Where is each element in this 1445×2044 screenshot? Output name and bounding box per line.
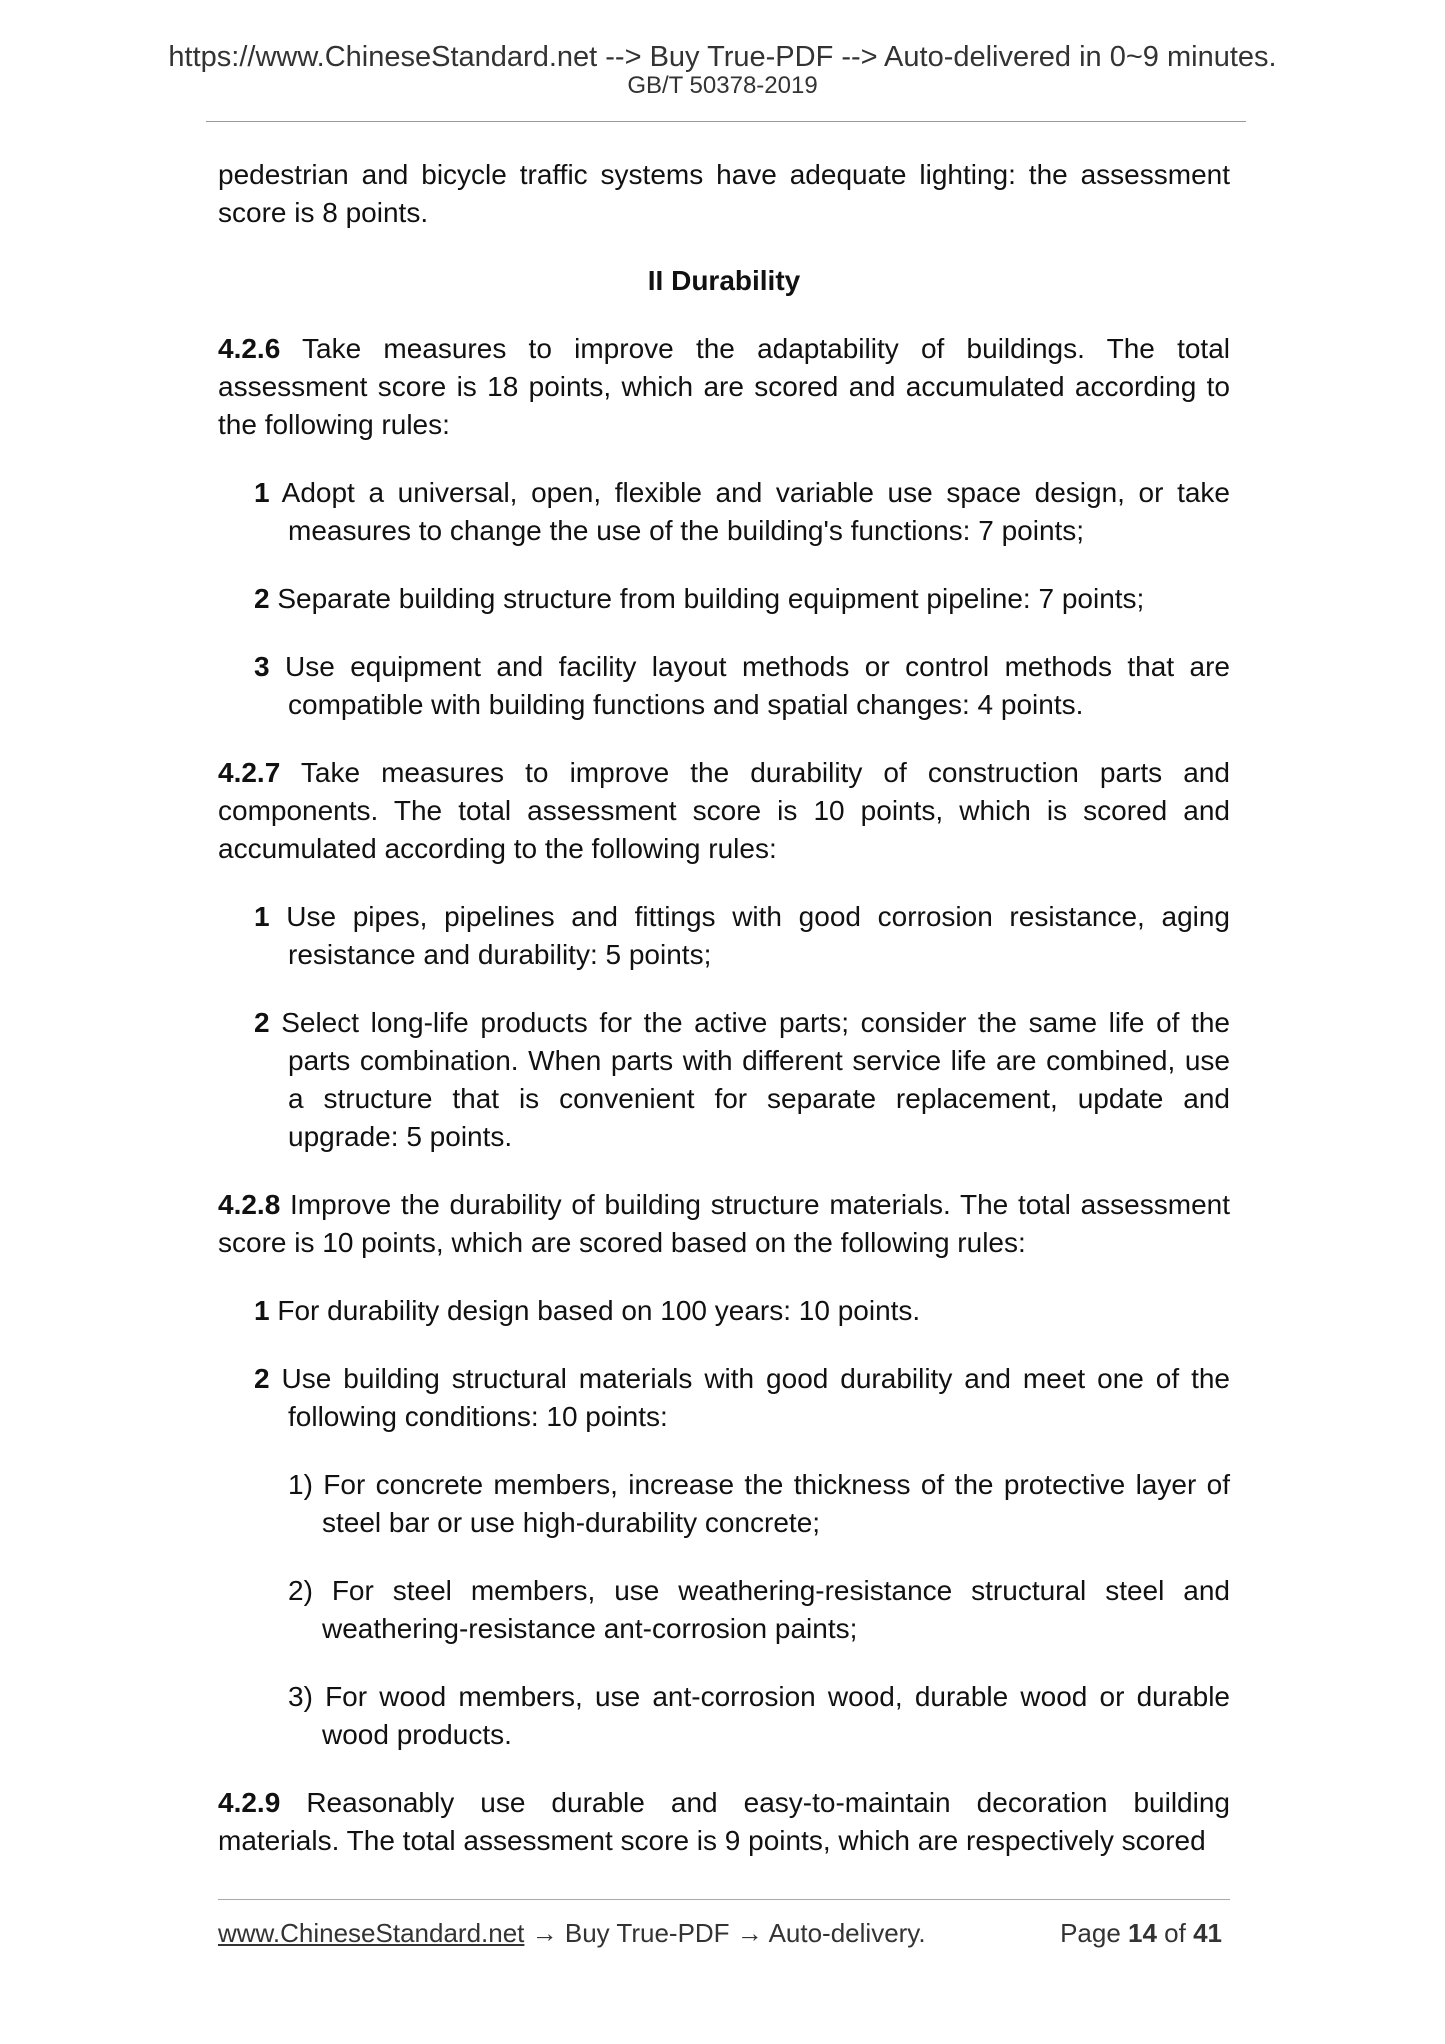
sub-list-item: 2) For steel members, use weathering-resistance structural steel and weathering-resistance ant-corrosion paints; [288, 1575, 1230, 1644]
clause-4-2-9 [218, 1784, 1230, 1860]
header-divider [206, 121, 1246, 122]
item-text: For durability design based on 100 years: 10 points. [269, 1295, 921, 1326]
item-number: 3 [254, 651, 270, 682]
item-number: 2 [254, 583, 270, 614]
clause-number: 4.2.6 [218, 333, 281, 364]
clause-4-2-7 [218, 754, 1230, 868]
item-number: 1 [254, 1295, 270, 1326]
clause-number: 4.2.8 [218, 1189, 281, 1220]
sub-list-item: 3) For wood members, use ant-corrosion wood, durable wood or durable wood products. [288, 1681, 1230, 1750]
total-pages: 41 [1193, 1918, 1222, 1948]
footer-left [218, 1917, 926, 1949]
item-text: Use building structural materials with good durability and meet one of the following conditions: 10 points: [269, 1363, 1230, 1432]
item-number: 1 [254, 901, 270, 932]
standard-code: GB/T 50378-2019 [627, 72, 818, 99]
list-item [254, 898, 1230, 974]
site-link[interactable]: www.ChineseStandard.net [218, 1918, 525, 1948]
list-item [254, 648, 1230, 724]
page-number: 14 [1128, 1918, 1157, 1948]
page-label: Page [1060, 1918, 1129, 1948]
of-label: of [1156, 1918, 1194, 1948]
clause-text: Take measures to improve the adaptability of buildings. The total assessment score is 18 points, which are scored and accumulated according to the following rules: [218, 333, 1230, 440]
item-text: Adopt a universal, open, flexible and variable use space design, or take measures to change the use of the building's functions: 7 points; [269, 477, 1230, 546]
item-text: Separate building structure from building equipment pipeline: 7 points; [269, 583, 1145, 614]
item-number: 2 [254, 1007, 270, 1038]
item-number: 2 [254, 1363, 270, 1394]
item-text: Select long-life products for the active parts; consider the same life of the parts combination. When parts with different service life are combined, use a structure that is convenient for separate replacement, update and upgrade: 5 points. [269, 1007, 1230, 1152]
sub-list-item: 1) For concrete members, increase the thickness of the protective layer of steel bar or use high-durability concrete; [288, 1469, 1230, 1538]
clause-4-2-6 [218, 330, 1230, 444]
clause-4-2-8 [218, 1186, 1230, 1262]
section-heading: II Durability [647, 265, 801, 296]
list-item [254, 1004, 1230, 1156]
clause-number: 4.2.9 [218, 1787, 281, 1818]
top-banner: https://www.ChineseStandard.net --> Buy True-PDF --> Auto-delivered in 0~9 minutes. [168, 41, 1277, 73]
clause-number: 4.2.7 [218, 757, 281, 788]
page-indicator [1060, 1917, 1222, 1949]
item-text: Use equipment and facility layout methods or control methods that are compatible with building functions and spatial changes: 4 points. [269, 651, 1230, 720]
list-item [254, 474, 1230, 550]
footer-divider [218, 1899, 1230, 1900]
clause-text: Improve the durability of building structure materials. The total assessment score is 10 points, which are scored based on the following rules: [218, 1189, 1230, 1258]
list-item [254, 1292, 1230, 1330]
item-number: 1 [254, 477, 270, 508]
footer-tagline: → Buy True-PDF → Auto-delivery. [524, 1918, 926, 1948]
clause-text: Take measures to improve the durability of construction parts and components. The total assessment score is 10 points, which is scored and accumulated according to the following rules: [218, 757, 1230, 864]
item-text: Use pipes, pipelines and fittings with good corrosion resistance, aging resistance and durability: 5 points; [269, 901, 1230, 970]
document-body [218, 156, 1230, 1890]
clause-text: Reasonably use durable and easy-to-maintain decoration building materials. The total assessment score is 9 points, which are respectively scored [218, 1787, 1230, 1856]
list-item [254, 580, 1230, 618]
list-item [254, 1360, 1230, 1436]
intro-paragraph: pedestrian and bicycle traffic systems have adequate lighting: the assessment score is 8 points. [218, 159, 1230, 228]
